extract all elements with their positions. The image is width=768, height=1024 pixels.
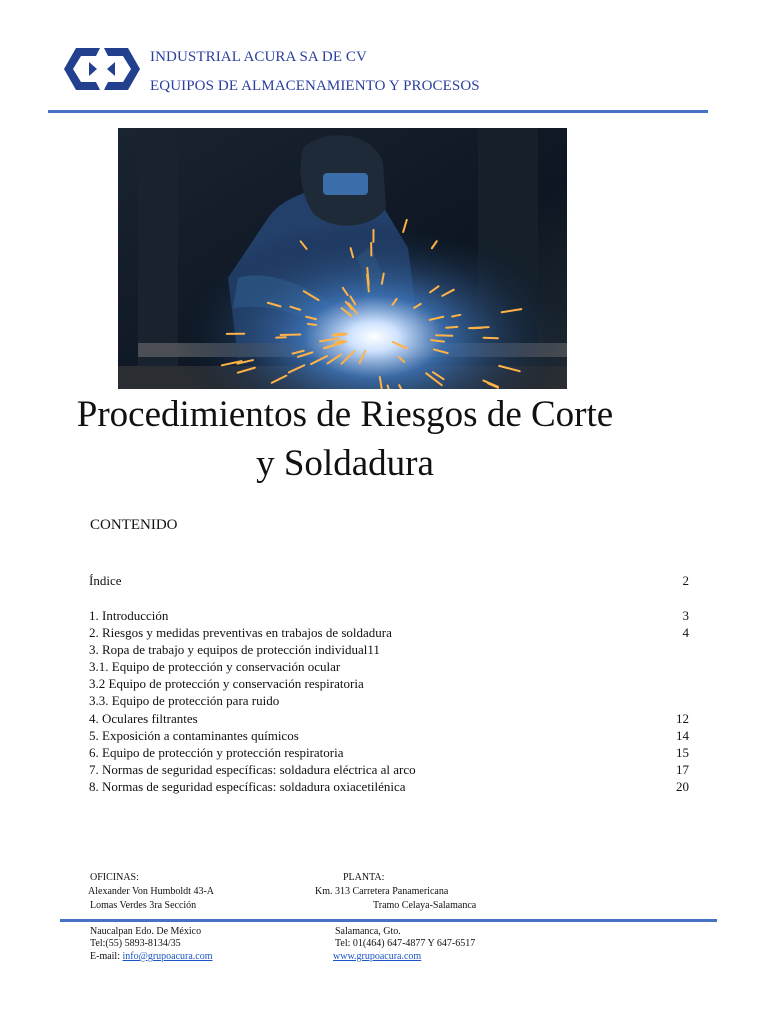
toc-entry-label: 1. Introducción <box>89 608 169 623</box>
toc-entry-label: 3. Ropa de trabajo y equipos de protección individual11 <box>89 642 380 657</box>
offices-address-line2: Lomas Verdes 3ra Sección <box>90 900 197 911</box>
offices-address-line1: Alexander Von Humboldt 43-A <box>88 886 215 897</box>
company-tagline: EQUIPOS DE ALMACENAMIENTO Y PROCESOS <box>150 78 480 94</box>
toc-entry-page: 15 <box>676 745 689 760</box>
document-title-line1: Procedimientos de Riesgos de Corte <box>76 394 614 435</box>
document-title-line2: y Soldadura <box>256 443 434 484</box>
offices-email-row <box>90 951 213 962</box>
toc-entry[interactable] <box>89 728 689 745</box>
welding-photo <box>118 128 567 389</box>
toc-entry[interactable] <box>89 642 689 659</box>
toc-entry[interactable] <box>89 573 689 590</box>
toc-entry-page: 3 <box>682 608 689 623</box>
toc-entry-label: 2. Riesgos y medidas preventivas en trabajos de soldadura <box>89 625 392 640</box>
plant-website-link[interactable]: www.grupoacura.com <box>333 951 422 962</box>
toc-entry[interactable] <box>89 625 689 642</box>
spark <box>446 327 457 328</box>
toc-entry[interactable] <box>89 676 689 693</box>
footer-divider <box>60 919 717 922</box>
plant-address-line1: Km. 313 Carretera Panamericana <box>315 886 449 897</box>
plant-label: PLANTA: <box>343 872 385 883</box>
toc-entry-label: 6. Equipo de protección y protección respiratoria <box>89 745 344 760</box>
spark <box>484 338 498 339</box>
toc-entry-label: 3.1. Equipo de protección y conservación ocular <box>89 659 341 674</box>
spark <box>436 335 452 336</box>
toc-entry[interactable] <box>89 659 689 676</box>
plant-phone: Tel: 01(464) 647-4877 Y 647-6517 <box>335 938 476 949</box>
plant-address-line2: Tramo Celaya-Salamanca <box>373 900 477 911</box>
offices-email-link[interactable]: info@grupoacura.com <box>122 951 213 962</box>
toc-entry-label: 7. Normas de seguridad específicas: soldadura eléctrica al arco <box>89 762 416 777</box>
spark <box>308 324 316 325</box>
toc-entry-page: 14 <box>676 728 689 743</box>
toc-heading: CONTENIDO <box>90 517 178 533</box>
toc-entry-page: 17 <box>676 762 689 777</box>
toc-entry[interactable] <box>89 762 689 779</box>
plant-city: Salamanca, Gto. <box>335 926 401 937</box>
company-name: INDUSTRIAL ACURA SA DE CV <box>150 49 367 65</box>
toc-entry[interactable] <box>89 711 689 728</box>
toc-entry-label: 4. Oculares filtrantes <box>89 711 198 726</box>
toc-entry[interactable] <box>89 745 689 762</box>
toc-entry-label: 3.2 Equipo de protección y conservación respiratoria <box>89 676 364 691</box>
offices-label: OFICINAS: <box>90 872 139 883</box>
spark <box>332 335 345 336</box>
toc-entry-label: 5. Exposición a contaminantes químicos <box>89 728 299 743</box>
header-divider <box>48 110 708 113</box>
toc-entry-page: 20 <box>676 779 689 794</box>
toc-entry-page: 4 <box>682 625 689 640</box>
toc-entry-page: 12 <box>676 711 689 726</box>
toc-entry-label: Índice <box>89 573 122 588</box>
toc-entry[interactable] <box>89 693 689 710</box>
toc-entry[interactable] <box>89 779 689 796</box>
toc-entry-page: 2 <box>682 573 689 588</box>
company-logo-icon <box>62 42 142 96</box>
toc-entry-label: 3.3. Equipo de protección para ruido <box>89 693 280 708</box>
toc-entry[interactable] <box>89 608 689 625</box>
offices-phone: Tel:(55) 5893-8134/35 <box>90 938 181 949</box>
offices-city: Naucalpan Edo. De México <box>90 926 202 937</box>
offices-email-label: E-mail: <box>90 951 120 962</box>
toc-entry-label: 8. Normas de seguridad específicas: soldadura oxiacetilénica <box>89 779 406 794</box>
